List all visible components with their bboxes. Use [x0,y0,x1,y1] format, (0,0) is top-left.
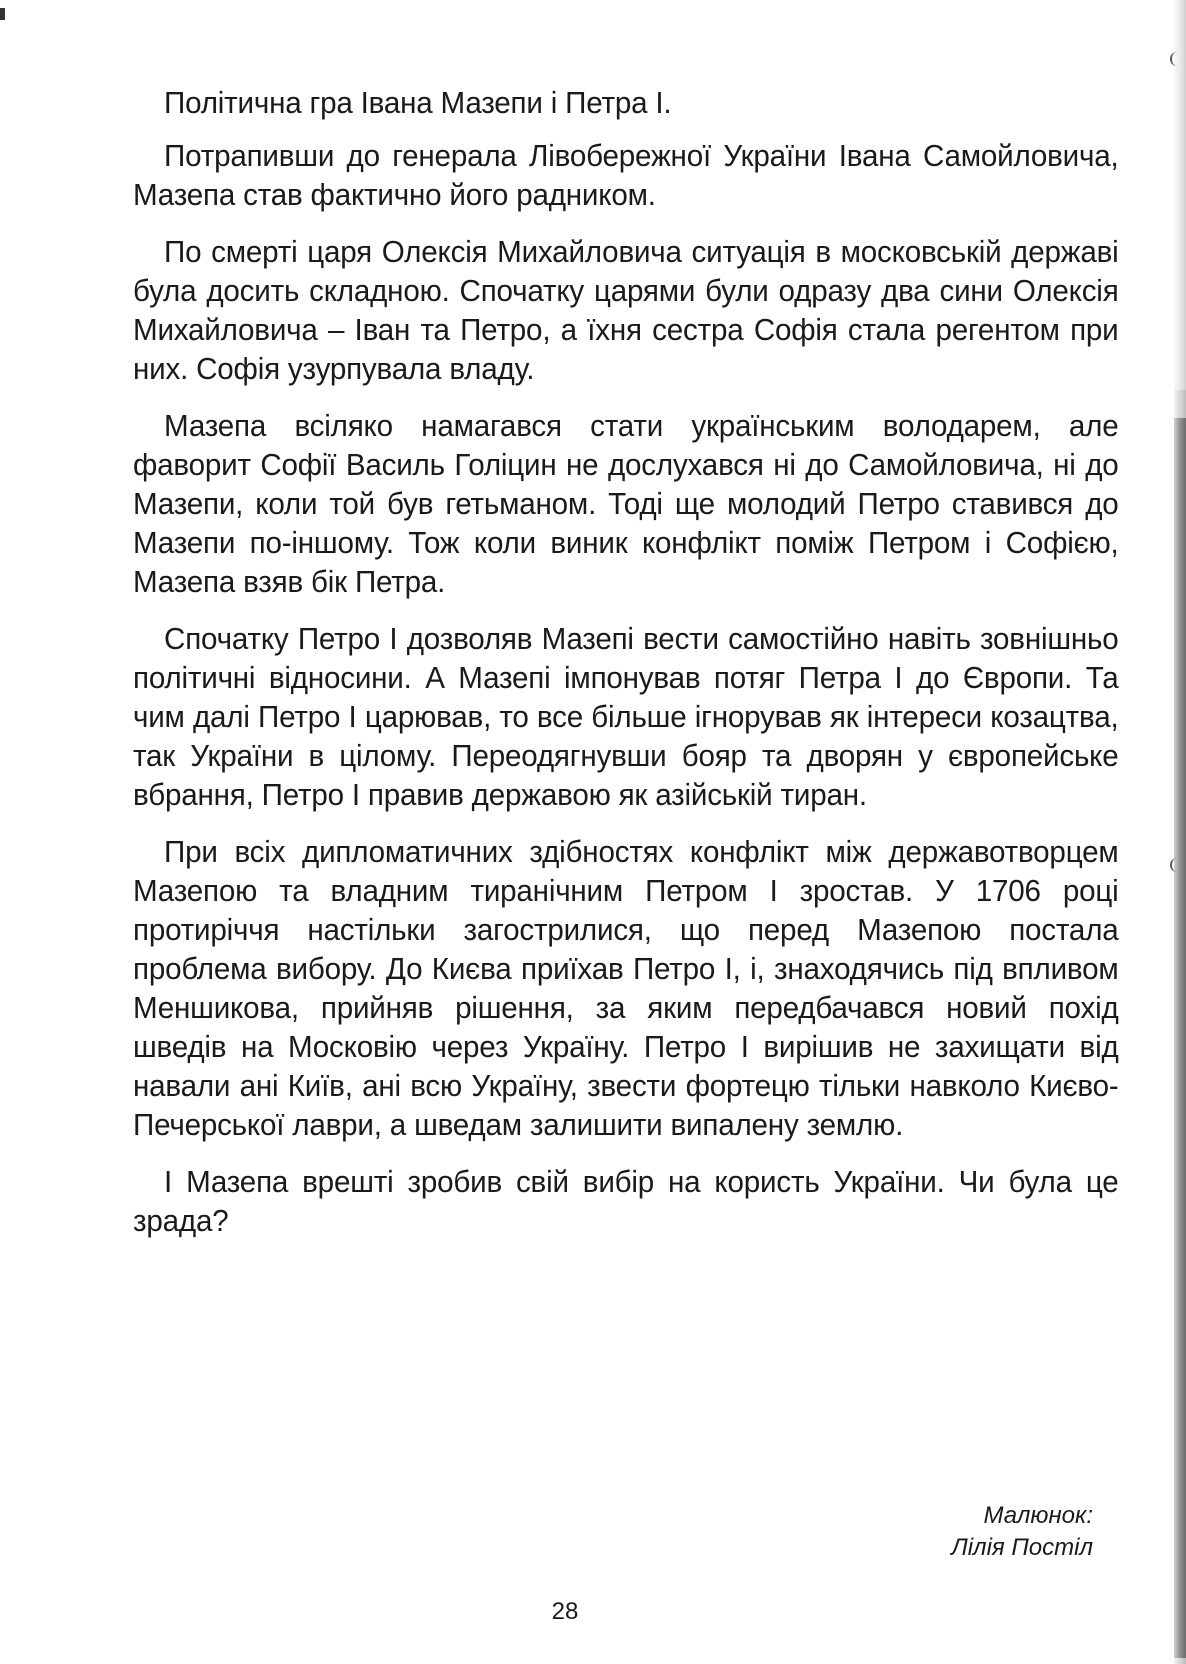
credit-author: Лілія Постіл [951,1534,1093,1561]
article-body [133,84,1119,1259]
spine-notch [1170,52,1180,66]
paragraph: При всіх дипломатичних здібностях конфлікт між державотворцем Мазепою та владним тиранічним Петром І зростав. У 1706 році протиріччя настільки загострилися, що перед Мазепою постала проблема вибору. До Києва приїхав Петро І, і, знаходячись під впливом Меншикова, прийняв рішення, за яким передбачався новий похід шведів на Московію через Україну. Петро І вирішив не захищати від навали ані Київ, ані всю Україну, звести фортецю тільки навколо Києво-Печерської лаври, а шведам залишити випалену землю. [133,835,1119,1142]
credit-label: Малюнок: [983,1502,1093,1529]
spine-notch [1170,858,1180,872]
paragraph: І Мазепа врешті зробив свій вибір на користь України. Чи була це зрада? [133,1165,1119,1238]
illustration-credit [951,1500,1093,1564]
paragraph: Мазепа всіляко намагався стати українським володарем, але фаворит Софії Василь Голіцин не дослухався ні до Самойловича, ні до Мазепи, коли той був гетьманом. Тоді ще молодий Петро ставився до Мазепи по-іншому. Тож коли виник конфлікт поміж Петром і Софією, Мазепа взяв бік Петра. [133,409,1119,599]
scan-corner-mark [0,8,5,20]
page-number: 28 [551,1598,579,1625]
spine-dark-section [1174,418,1186,1658]
paragraph: По смерті царя Олексія Михайловича ситуація в московській державі була досить складною. Спочатку царями були одразу два сини Олексія Михайловича – Іван та Петро, а їхня сестра Софія стала регентом при них. Софія узурпувала владу. [133,235,1119,386]
paragraph: Потрапивши до генерала Лівобережної України Івана Самойловича, Мазепа став фактично його радником. [133,139,1119,212]
article-title: Політична гра Івана Мазепи і Петра І. [164,86,672,120]
paragraph: Спочатку Петро І дозволяв Мазепі вести самостійно навіть зовнішньо політичні відносини. А Мазепі імпонував потяг Петра І до Європи. Та чим далі Петро І царював, то все більше ігнорував як інтереси козацтва, так України в цілому. Переодягнувши бояр та дворян у європейське вбрання, Петро І правив державою як азійській тиран. [133,622,1119,812]
page-spine-edge [1174,0,1186,1664]
